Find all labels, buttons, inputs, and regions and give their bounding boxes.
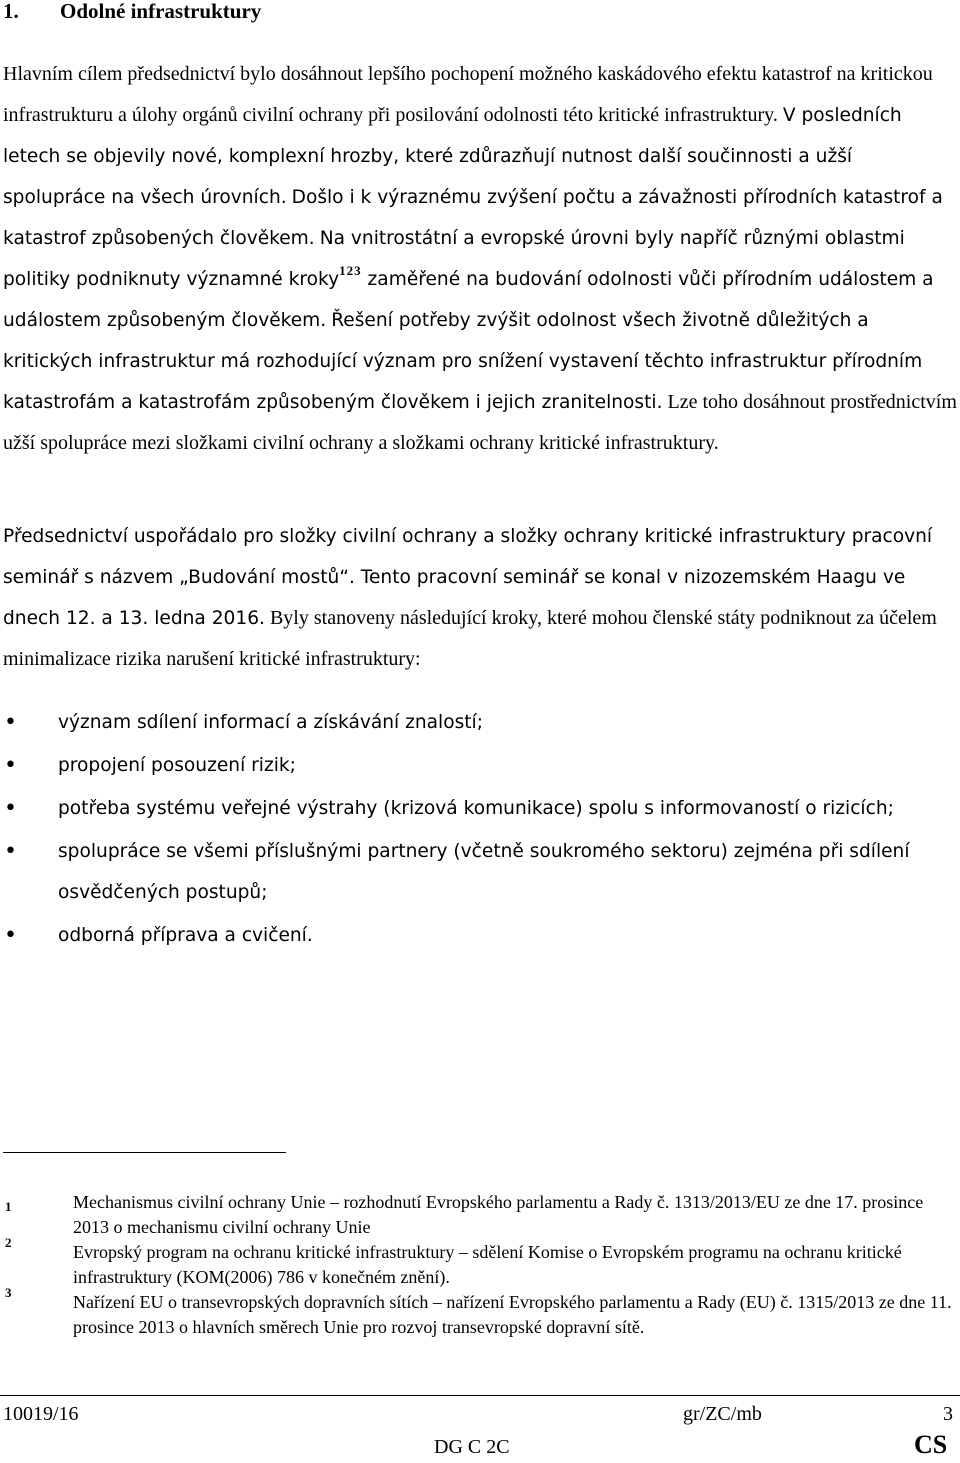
intro-sentence-3: Došlo i k výraznému zvýšení počtu a závažnosti přírodních katastrof a katastrof způsobených člověkem.	[3, 187, 943, 249]
bullet-icon: •	[4, 796, 17, 821]
bullet-icon: •	[4, 923, 17, 948]
footnotes	[0, 1190, 958, 1340]
seminar-sentence-1: Předsednictví uspořádalo pro složky civilní ochrany a složky ochrany kritické infrastruktury pracovní seminář s názvem „Budování mostů“. Tento pracovní seminář se konal v nizozemském Haagu ve dnech 12. a 13. ledna 2016.	[3, 526, 933, 629]
paragraph-seminar	[3, 516, 958, 680]
footnote-mark: 1	[5, 1199, 12, 1214]
section-title: Odolné infrastruktury	[60, 0, 262, 23]
footnote-2	[0, 1235, 958, 1290]
bullet-icon: •	[4, 753, 17, 778]
list-item: • potřeba systému veřejné výstrahy (krizová komunikace) spolu s informovaností o rizicích;	[0, 788, 955, 829]
footnote-1	[0, 1190, 958, 1240]
intro-sentence-4a: Na vnitrostátní a evropské úrovni byly napříč různými oblastmi politiky podniknuty významné kroky	[3, 228, 905, 290]
footnote-text: Nařízení EU o transevropských dopravních sítích – nařízení Evropského parlamentu a Rady (EU) č. 1315/2013 ze dne 11. prosince 2013 o hlavních směrech Unie pro rozvoj transevropské dopravní sítě.	[73, 1292, 952, 1337]
footer-rule	[0, 1395, 960, 1396]
intro-sentence-6: Lze toho dosáhnout prostřednictvím užší spolupráce mezi složkami civilní ochrany a složkami ochrany kritické infrastruktury.	[3, 391, 957, 454]
section-number: 1.	[3, 0, 19, 23]
language-code: CS	[914, 1430, 948, 1459]
footnote-separator	[3, 1152, 286, 1153]
author-reference: gr/ZC/mb	[683, 1403, 762, 1425]
footnote-mark: 2	[5, 1235, 12, 1250]
intro-sentence-4b: zaměřené na budování odolnosti vůči přírodním událostem a událostem způsobeným člověkem.	[3, 269, 934, 331]
list-item: • význam sdílení informací a získávání znalostí;	[0, 702, 955, 743]
intro-sentence-1: Hlavním cílem předsednictví bylo dosáhnout lepšího pochopení možného kaskádového efektu katastrof na kritickou infrastrukturu a úlohy orgánů civilní ochrany při posilování odolnosti této kritické infrastruktury.	[3, 63, 933, 126]
page-number: 3	[943, 1403, 953, 1425]
list-item: • odborná příprava a cvičení.	[0, 915, 955, 956]
document-code: 10019/16	[3, 1403, 79, 1425]
intro-sentence-2: V posledních letech se objevily nové, komplexní hrozby, které zdůrazňují nutnost další součinnosti a užší spolupráce na všech úrovních.	[3, 105, 902, 208]
directorate-code: DG C 2C	[434, 1436, 510, 1458]
footnote-3	[0, 1285, 958, 1340]
section-heading	[3, 0, 261, 26]
paragraph-intro	[3, 54, 958, 464]
footnote-reference: 123	[339, 263, 362, 278]
footnote-text: Mechanismus civilní ochrany Unie – rozhodnutí Evropského parlamentu a Rady č. 1313/2013/EU ze dne 17. prosince 2013 o mechanismu civilní ochrany Unie	[73, 1192, 924, 1237]
bullet-icon: •	[4, 710, 17, 735]
footnote-text: Evropský program na ochranu kritické infrastruktury – sdělení Komise o Evropském programu na ochranu kritické infrastruktury (KOM(2006) 786 v konečném znění).	[73, 1242, 902, 1287]
intro-sentence-5: Řešení potřeby zvýšit odolnost všech životně důležitých a kritických infrastruktur má rozhodující význam pro snížení vystavení těchto infrastruktur přírodním katastrofám a katastrofám způsobeným člověkem i jejich zranitelnosti.	[3, 310, 923, 413]
list-item: • propojení posouzení rizik;	[0, 745, 955, 786]
bullet-icon: •	[4, 839, 17, 864]
footnote-mark: 3	[5, 1285, 12, 1300]
seminar-sentence-2: Byly stanoveny následující kroky, které mohou členské státy podniknout za účelem minimalizace rizika narušení kritické infrastruktury:	[3, 607, 937, 670]
steps-list	[0, 702, 955, 958]
list-item: • spolupráce se všemi příslušnými partnery (včetně soukromého sektoru) zejména při sdílení osvědčených postupů;	[0, 831, 955, 913]
